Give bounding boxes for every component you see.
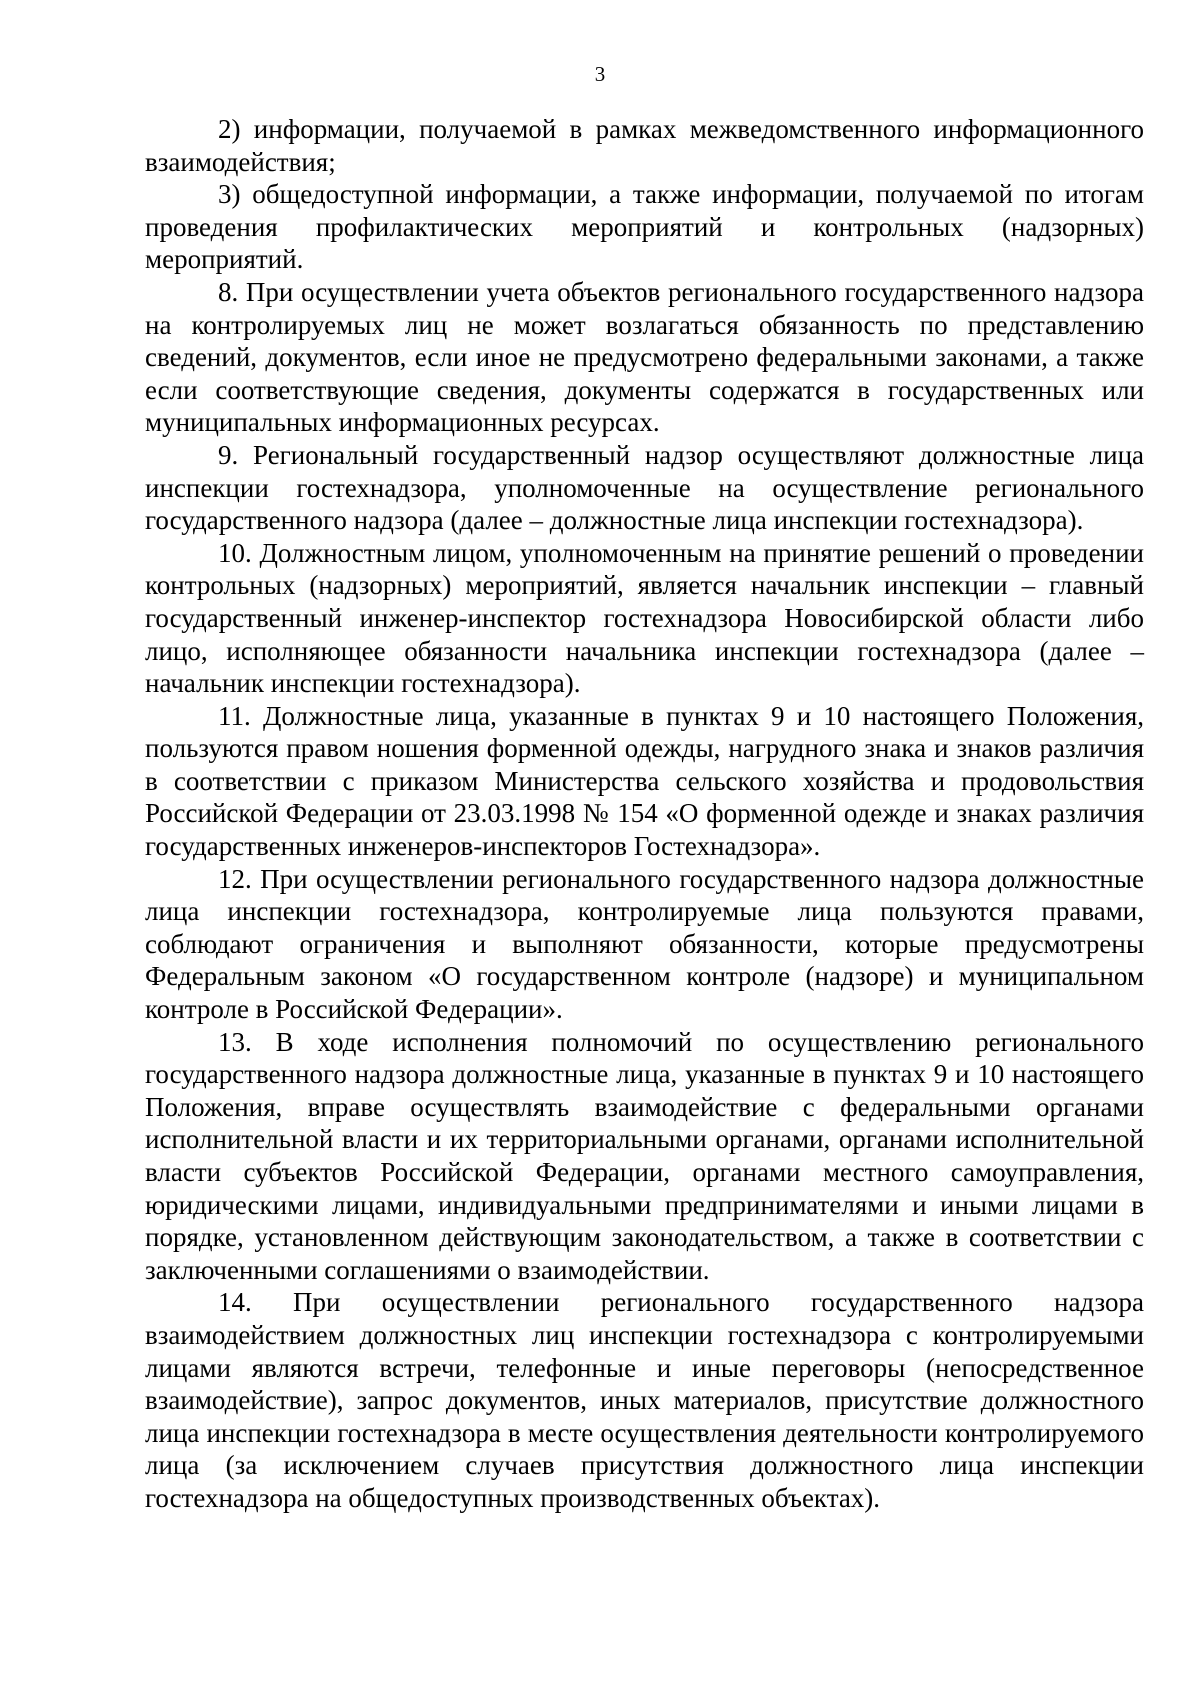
paragraph-8: 8. При осуществлении учета объектов регионального государственного надзора на контролируемых лиц не может возлагаться обязанность по представлению сведений, документов, если иное не предусмотрено федеральными законами, а также если соответствующие сведения, документы содержатся в государственных или муниципальных информационных ресурсах.: [145, 276, 1144, 438]
document-body: [145, 113, 1144, 1515]
paragraph-item-3-clause: 3) общедоступной информации, а также информации, получаемой по итогам проведения профилактических мероприятий и контрольных (надзорных) мероприятий.: [145, 179, 1144, 275]
page-number: 3: [594, 62, 606, 86]
paragraph-item-2-clause: 2) информации, получаемой в рамках межведомственного информационного взаимодействия;: [145, 114, 1144, 177]
paragraph-10: 10. Должностным лицом, уполномоченным на принятие решений о проведении контрольных (надзорных) мероприятий, является начальник инспекции – главный государственный инженер-инспектор гостехнадзора Новосибирской области либо лицо, исполняющее обязанности начальника инспекции гостехнадзора (далее – начальник инспекции гостехнадзора).: [145, 537, 1144, 699]
paragraph-14: 14. При осуществлении регионального государственного надзора взаимодействием должностных лиц инспекции гостехнадзора с контролируемыми лицами являются встречи, телефонные и иные переговоры (непосредственное взаимодействие), запрос документов, иных материалов, присутствие должностного лица инспекции гостехнадзора в месте осуществления деятельности контролируемого лица (за исключением случаев присутствия должностного лица инспекции гостехнадзора на общедоступных производственных объектах).: [145, 1287, 1144, 1513]
paragraph-9: 9. Региональный государственный надзор осуществляют должностные лица инспекции гостехнадзора, уполномоченные на осуществление регионального государственного надзора (далее – должностные лица инспекции гостехнадзора).: [145, 439, 1144, 536]
paragraph-11: 11. Должностные лица, указанные в пунктах 9 и 10 настоящего Положения, пользуются правом ношения форменной одежды, нагрудного знака и знаков различия в соответствии с приказом Министерства сельского хозяйства и продовольствия Российской Федерации от 23.03.1998 № 154 «О форменной одежде и знаках различия государственных инженеров-инспекторов Гостехнадзора».: [145, 700, 1144, 862]
paragraph-12: 12. При осуществлении регионального государственного надзора должностные лица инспекции гостехнадзора, контролируемые лица пользуются правами, соблюдают ограничения и выполняют обязанности, которые предусмотрены Федеральным законом «О государственном контроле (надзоре) и муниципальном контроле в Российской Федерации».: [145, 863, 1144, 1025]
paragraph-13: 13. В ходе исполнения полномочий по осуществлению регионального государственного надзора должностные лица, указанные в пунктах 9 и 10 настоящего Положения, вправе осуществлять взаимодействие с федеральными органами исполнительной власти и их территориальными органами, органами исполнительной власти субъектов Российской Федерации, органами местного самоуправления, юридическими лицами, индивидуальными предпринимателями и иными лицами в порядке, установленном действующим законодательством, а также в соответствии с заключенными соглашениями о взаимодействии.: [145, 1026, 1144, 1285]
